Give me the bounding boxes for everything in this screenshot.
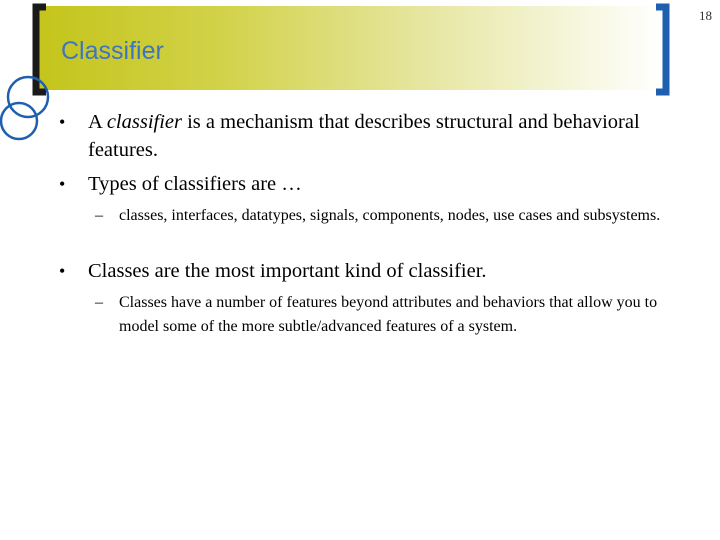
sub-bullet-item [95,291,669,339]
bullet-text: Types of classifiers are … [88,173,302,195]
bullet-item [59,170,648,198]
sub-bullet-marker: – [95,294,103,311]
slide-number: 18 [699,8,712,23]
bullet-marker: • [59,112,66,132]
sub-bullet-text: classes, interfaces, datatypes, signals, components, nodes, use cases and subsystems. [119,207,661,224]
sub-bullet-item [95,204,669,228]
bullet-item [59,257,648,285]
bullet-marker: • [59,261,66,281]
bullet-item [59,108,648,164]
bullet-text: Classes are the most important kind of classifier. [88,260,487,282]
sub-bullet-text: Classes have a number of features beyond attributes and behaviors that allow you to model some of the more subtle/advanced features of a system. [119,294,658,335]
bullet-marker: • [59,174,66,194]
bullet-text-prefix: A [88,111,107,133]
bullet-text-emphasis: classifier [106,111,182,133]
slide-title: Classifier [61,37,164,65]
sub-bullet-marker: – [95,207,103,224]
bullet-text: is a mechanism that describes structural and behavioral features. [88,111,640,161]
